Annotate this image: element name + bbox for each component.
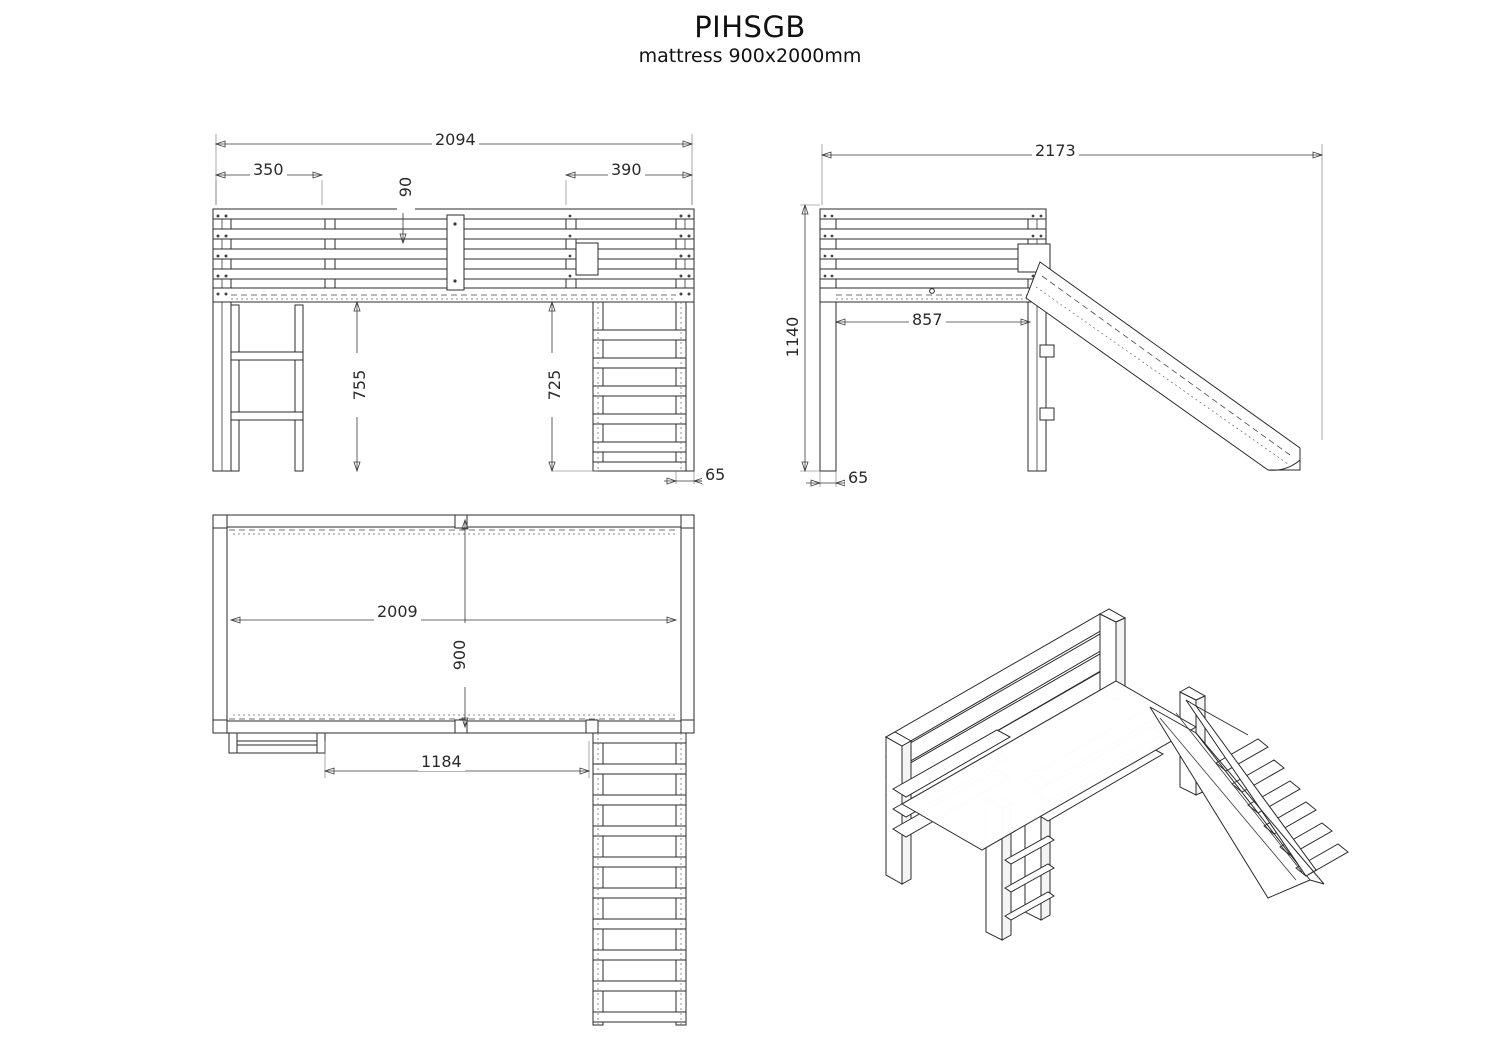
dim-plan-ladder-offset-1184: 1184: [418, 753, 465, 771]
dim-front-right-offset: 390: [608, 161, 645, 179]
dim-side-overall-depth: 2173: [1032, 142, 1079, 160]
dim-front-overall-width: 2094: [432, 131, 479, 149]
dim-front-height-755: 755: [351, 353, 369, 417]
dim-side-height-1140: 1140: [784, 301, 802, 373]
dim-side-foot-65: 65: [845, 469, 871, 487]
dim-front-gap-90: 90: [397, 161, 415, 213]
dim-front-left-offset: 350: [250, 161, 287, 179]
drawing-subtitle: mattress 900x2000mm: [638, 45, 862, 67]
dim-plan-length-2009: 2009: [374, 603, 421, 621]
side-elevation-view: [800, 144, 1322, 487]
isometric-view: [886, 609, 1373, 940]
drawing-title: PIHSGB: [694, 10, 806, 44]
dim-front-foot-65: 65: [702, 466, 728, 484]
front-elevation-view: [213, 134, 712, 484]
dim-front-height-725: 725: [546, 353, 564, 417]
dim-side-bed-depth-857: 857: [909, 311, 946, 329]
dim-plan-width-900: 900: [451, 623, 469, 687]
